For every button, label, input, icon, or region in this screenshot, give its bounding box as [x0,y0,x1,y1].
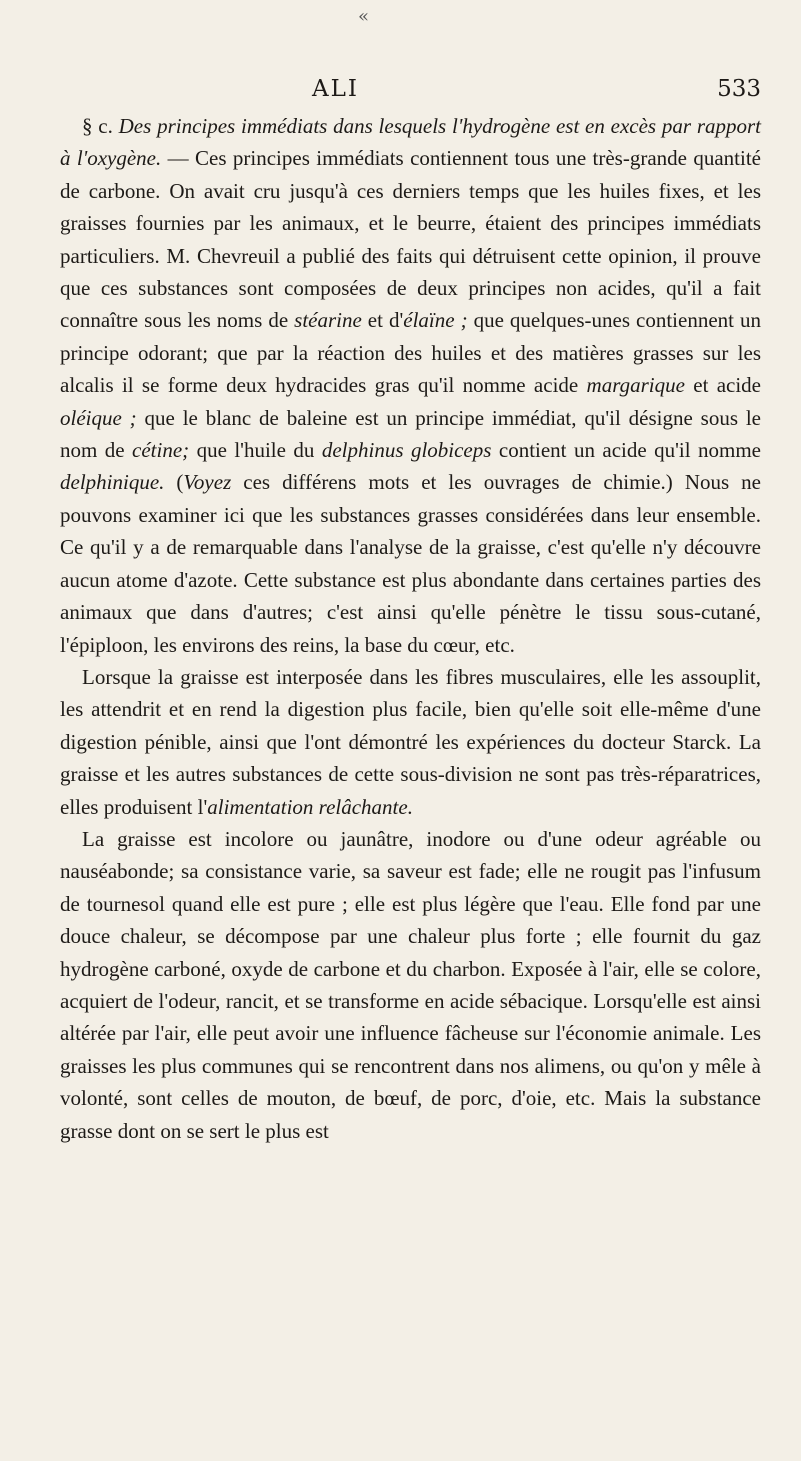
stray-mark: « [358,6,370,27]
paragraph-1: § c. Des principes immédiats dans lesquels l'hydrogène est en excès par rapport à l'oxygène. — Ces principes immédiats contiennent tous une très-grande quantité de carbone. On avait cru jusqu'à ces derniers temps que les huiles fixes, et les graisses fournies par les animaux, et le beurre, étaient des principes immédiats particuliers. M. Chevreuil a publié des faits qui détruisent cette opinion, il prouve que ces substances sont composées de deux principes non acides, qu'il a fait connaître sous les noms de stéarine et d'élaïne ; que quelques-unes contiennent un principe odorant; que par la réaction des huiles et des matières grasses sur les alcalis il se forme deux hydracides gras qu'il nomme acide margarique et acide oléique ; que le blanc de baleine est un principe immédiat, qu'il désigne sous le nom de cétine; que l'huile du delphinus globiceps contient un acide qu'il nomme delphinique. (Voyez ces différens mots et les ouvrages de chimie.) Nous ne pouvons examiner ici que les substances grasses considérées dans leur ensemble. Ce qu'il y a de remarquable dans l'analyse de la graisse, c'est qu'elle n'y découvre aucun atome d'azote. Cette substance est plus abondante dans certaines parties des animaux que dans d'autres; c'est ainsi qu'elle pénètre le tissu sous-cutané, l'épiploon, les environs des reins, la base du cœur, etc. [60,114,762,657]
body-text [60,110,761,1147]
section-mark: § c. [82,114,113,138]
section-heading: Des principes immédiats dans lesquels l'hydrogène est en excès par rapport à l'oxygène. [60,114,762,171]
paragraph-2: Lorsque la graisse est interposée dans les fibres musculaires, elle les assouplit, les attendrit et en rend la digestion plus facile, bien qu'elle soit elle-même d'une digestion pénible, ainsi que l'ont démontré les expériences du docteur Starck. La graisse et les autres substances de cette sous-division ne sont pas très-réparatrices, elles produisent l'alimentation relâchante. [60,664,761,819]
page-number: 533 [717,76,761,102]
paragraph-3: La graisse est incolore ou jaunâtre, inodore ou d'une odeur agréable ou nauséabonde; sa consistance varie, sa saveur est fade; elle ne rougit pas l'infusum de tournesol quand elle est pure ; elle est plus légère que l'eau. Elle fond par une douce chaleur, se décompose par une chaleur plus forte ; elle fournit du gaz hydrogène carboné, oxyde de carbone et du charbon. Exposée à l'air, elle se colore, acquiert de l'odeur, rancit, et se transforme en acide sébacique. Lorsqu'elle est ainsi altérée par l'air, elle peut avoir une influence fâcheuse sur l'économie animale. Les graisses les plus communes qui se rencontrent dans nos alimens, ou qu'on y mêle à volonté, sont celles de mouton, de bœuf, de porc, d'oie, etc. Mais la substance grasse dont on se sert le plus est [60,826,761,1143]
running-head-title: ALI [312,76,359,102]
